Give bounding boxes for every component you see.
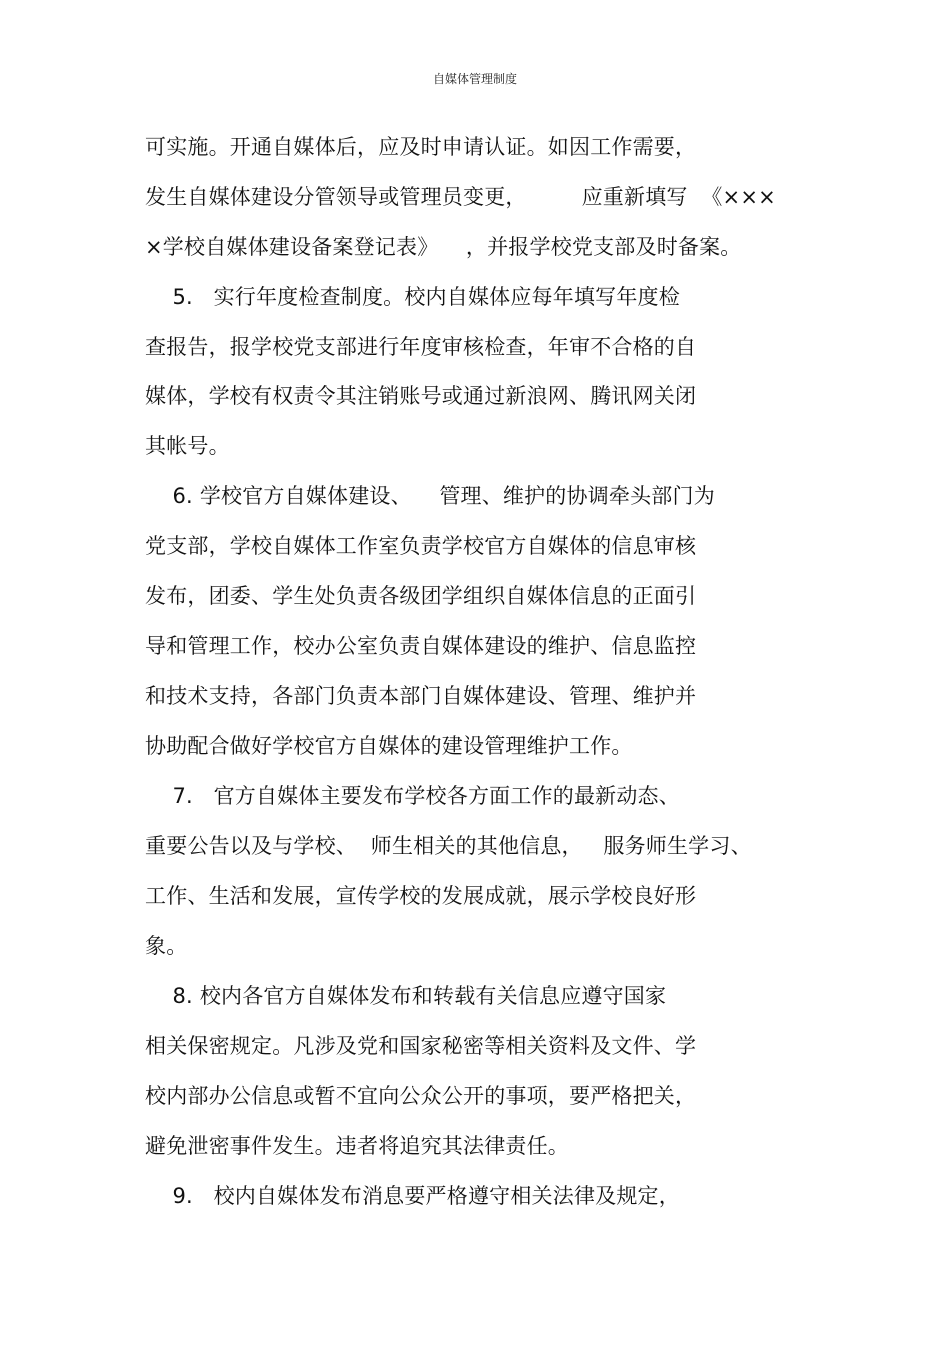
body-line: 相关保密规定。凡涉及党和国家秘密等相关资料及文件、学	[145, 1034, 697, 1058]
body-line: 工作、生活和发展，宣传学校的发展成就，展示学校良好形	[145, 884, 697, 908]
body-line: 5. 实行年度检查制度。校内自媒体应每年填写年度检	[145, 285, 680, 309]
body-line: 查报告，报学校党支部进行年度审核检查，年审不合格的自	[145, 335, 697, 359]
body-line: ×学校自媒体建设备案登记表》 ，并报学校党支部及时备案。	[145, 235, 742, 259]
body-line: 导和管理工作，校办公室负责自媒体建设的维护、信息监控	[145, 634, 697, 658]
body-line: 6. 学校官方自媒体建设、 管理、维护的协调牵头部门为	[145, 484, 715, 508]
body-line: 象。	[145, 934, 188, 958]
body-line: 协助配合做好学校官方自媒体的建设管理维护工作。	[145, 734, 633, 758]
body-line: 7. 官方自媒体主要发布学校各方面工作的最新动态、	[145, 784, 680, 808]
body-line: 发布，团委、学生处负责各级团学组织自媒体信息的正面引	[145, 584, 697, 608]
body-line: 重要公告以及与学校、 师生相关的其他信息， 服务师生学习、	[145, 834, 752, 858]
body-line: 和技术支持，各部门负责本部门自媒体建设、管理、维护并	[145, 684, 697, 708]
body-line: 其帐号。	[145, 434, 230, 458]
body-line: 8. 校内各官方自媒体发布和转载有关信息应遵守国家	[145, 984, 667, 1008]
body-line: 9. 校内自媒体发布消息要严格遵守相关法律及规定，	[145, 1184, 680, 1208]
body-line: 可实施。开通自媒体后，应及时申请认证。如因工作需要，	[145, 135, 697, 159]
body-line: 校内部办公信息或暂不宜向公众公开的事项，要严格把关，	[145, 1084, 697, 1108]
body-line: 避免泄密事件发生。违者将追究其法律责任。	[145, 1134, 569, 1158]
page-header-title: 自媒体管理制度	[432, 72, 517, 86]
body-line: 党支部，学校自媒体工作室负责学校官方自媒体的信息审核	[145, 534, 697, 558]
body-line: 媒体，学校有权责令其注销账号或通过新浪网、腾讯网关闭	[145, 384, 697, 408]
body-line: 发生自媒体建设分管领导或管理员变更， 应重新填写 《×××	[145, 185, 776, 209]
